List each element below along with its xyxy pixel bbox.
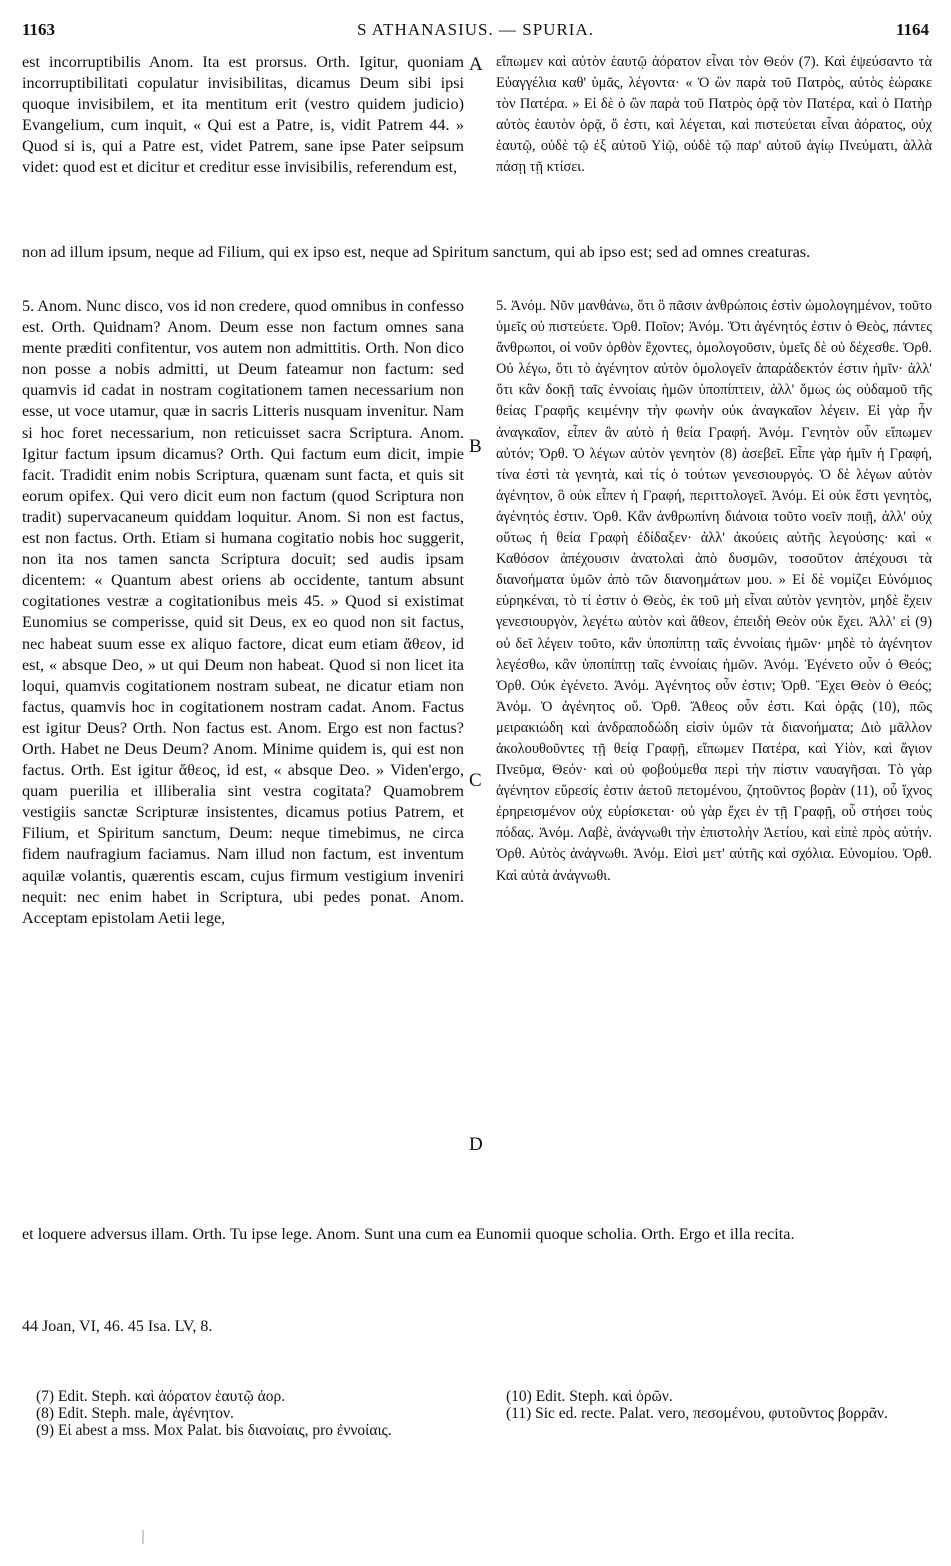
latin-full-line-2: et loquere adversus illam. Orth. Tu ipse lege. Anom. Sunt una cum ea Eunomii quoque scholia. Orth. Ergo et illa recita. bbox=[22, 1225, 795, 1243]
margin-marker-c: C bbox=[469, 770, 482, 791]
page-number-left: 1163 bbox=[22, 20, 56, 39]
margin-marker-d: D bbox=[469, 1134, 483, 1155]
footnote-10: (10) Edit. Steph. καὶ ὁρῶν. bbox=[506, 1388, 673, 1405]
margin-marker-a: A bbox=[469, 54, 483, 75]
running-header bbox=[22, 20, 929, 44]
footnote-8: (8) Edit. Steph. male, ἀγένητον. bbox=[36, 1405, 234, 1422]
footnote-11: (11) Sic ed. recte. Palat. vero, πεσομένου, φυτοῦντος βορρᾶν. bbox=[506, 1405, 888, 1422]
footnote-7: (7) Edit. Steph. καὶ ἀόρατον ἑαυτῷ ἀορ. bbox=[36, 1388, 286, 1405]
footnote-9: (9) Εἰ abest a mss. Mox Palat. bis διανοίαις, pro ἐννοίαις. bbox=[36, 1422, 392, 1439]
latin-full-line-1: non ad illum ipsum, neque ad Filium, qui ex ipso est, neque ad Spiritum sanctum, qui ab ipso est; sed ad omnes creaturas. bbox=[22, 243, 811, 261]
page-number-right: 1164 bbox=[895, 20, 929, 39]
latin-column-main: 5. Anom. Nunc disco, vos id non credere, quod omnibus in confesso est. Orth. Quidnam? Anom. Deum esse non factum omnes sana mente præditi confitentur, vos autem non admittitis. Orth. Non dico non posse a nobis admitti, ut Deum fateamur non factum: sed quamvis id cadat in nostram cogitationem tamen necessarium non esse, ut voce utamur, quæ in sacris Litteris nusquam invenitur. Nam si hoc foret necessarium, non reticuisset sacra Scriptura. Anom. Igitur factum ipsum dicamus? Orth. Qui factum eum dicit, impie facit. Tradidit enim nobis Scriptura, quænam sunt facta, et quis sit eorum opifex. Qui vero dicit eum non factum (quod Scriptura non tradit) supervacaneum quiddam loquitur. Anom. Si non est factus, est non factus. Orth. Etiam si humana cogitatio nobis hoc suggerit, non ita nos tamen sancta Scriptura docuit; sed audis ipsam dicentem: « Quantum abest oriens ab occidente, tantum absunt cogitationes vestræ a cogitationibus meis 45. » Quod si existimat Eunomius se comperisse, quid sit Deus, ex eo quod non sit factus, nec habeat suum esse ex aliquo factore, dicat eum etiam ἄθεον, id est, « absque Deo, » ut qui Deum non habeat. Quod si non licet ita loqui, quamvis cogitationem nostram subeat, ne dicatur etiam non factus, quamvis hoc in cogitationem nostram cadat. Anom. Factus est igitur Deus? Orth. Non factus est. Anom. Ergo est non factus? Orth. Habet ne Deus Deum? Anom. Minime quidem is, qui est non factus. Orth. Est igitur ἄθεος, id est, « absque Deo. » Viden'ergo, quam puerilia et illiberalia sint vestra cogitata? Quamobrem vestigiis sanctæ Scripturæ insistentes, dicamus potius Patrem, et Filium, et Spiritum sanctum, Deum: neque timebimus, ne circa fidem naufragium faciamus. Nam illud non factum, est inventum aquilæ volantis, quærentis escam, cujus firmum vestigium inveniri nequit: nec enim habet in Scriptura, ubi pedes ponat. Anom. Acceptam epistolam Aetii lege, bbox=[22, 297, 464, 927]
footnotes-left bbox=[36, 1388, 476, 1439]
footnotes-right bbox=[506, 1388, 926, 1422]
scripture-notes: 44 Joan, VI, 46. 45 Isa. LV, 8. bbox=[22, 1318, 213, 1335]
latin-column-top: est incorruptibilis Anom. Ita est prorsus. Orth. Igitur, quoniam incorruptibilitati copulatur invisibilitas, dicamus Deum sibi ipsi quoque invisibilem, et ita mentitum erit (vestro quidem judicio) Evangelium, cum inquit, « Qui est a Patre, is, vidit Patrem 44. » Quod si is, qui a Patre est, videt Patrem, sane ipse Pater seipsum videt: quod est et dicitur et creditur esse invisibilis, referendum est, bbox=[22, 53, 464, 177]
margin-marker-b: B bbox=[469, 436, 482, 457]
greek-column-main: 5. Ἀνόμ. Νῦν μανθάνω, ὅτι ὃ πᾶσιν ἀνθρώποις ἐστὶν ὡμολογημένον, τοῦτο ὑμεῖς οὐ πιστεύετε. Ὀρθ. Ποῖον; Ἀνόμ. Ὅτι ἀγένητός ἐστιν ὁ Θεὸς, πάντες ἄνθρωποι, οἱ νοῦν ὀρθὸν ἔχοντες, ὁμολογοῦσιν, ὑμεῖς δὲ οὐ δέχεσθε. Ὀρθ. Οὐ λέγω, ὅτι τὸ ἀγένητον αὐτὸν ὁμολογεῖν ἀπαράδεκτόν ἐστιν ἡμῖν· ἀλλ' ὅτι κἂν δοκῇ ταῖς ἐννοίαις ἡμῶν ὑποπίπτειν, ἀλλ' ὅμως ὡς οὐδαμοῦ τῆς θείας Γραφῆς κειμένην τὴν φωνὴν οὐκ ἀναγκαῖον λέγειν. Εἰ γὰρ ἦν ἀναγκαῖον, εἶπεν ἂν αὐτὸ ἡ θεία Γραφή. Ἀνόμ. Γενητὸν οὖν εἴπωμεν αὐτόν; Ὀρθ. Ὁ λέγων αὐτὸν γενητὸν (8) ἀσεβεῖ. Εἶπε γὰρ ἡμῖν ἡ Γραφή, τίνα ἐστὶ τὰ γενητὰ, καὶ τίς ὁ τούτων γενεσιουργός. Ὁ δὲ λέγων αὐτὸν ἀγένητον, ὃ οὐκ εἶπεν ἡ Γραφή, περιττολογεῖ. Ἀνόμ. Εἰ οὐκ ἔστι γενητὸς, ἀγένητός ἐστιν. Ὀρθ. Κἂν ἀνθρωπίνη διάνοια τοῦτο νοεῖν ποιῇ, ἀλλ' οὐχ οὕτως ἡ θεία Γραφὴ ἐδίδαξεν· ἀλλ' ἀκούεις αὐτῆς λεγούσης· καὶ « Καθόσον ἀπέχουσιν ἀνατολαὶ ἀπὸ δυσμῶν, τοσοῦτον ἀπέχουσι τὰ διανοήματα ὑμῶν ἀπὸ τῶν διανοημάτων μου. » Εἰ δὲ νομίζει Εὐνόμιος εὑρηκέναι, τὸ τί ἐστιν ὁ Θεὸς, ἐκ τοῦ μὴ εἶναι αὐτὸν γενητὸν, μηδὲ ἔχειν γενεσιουργὸν, λεγέτω αὐτὸν καὶ ἄθεον, ἐπειδὴ Θεὸν οὐκ ἔχει. Ἀλλ' εἰ (9) οὐ δεῖ λέγειν τοῦτο, κἂν ὑποπίπτῃ ταῖς ἐννοίαις ἡμῶν· μηδὲ τὸ ἀγένητον λεγέσθω, κἂν ὑποπίπτῃ ταῖς ἐννοίαις ἡμῶν. Ἀνόμ. Ἐγένετο οὖν ὁ Θεός; Ὀρθ. Οὐκ ἐγένετο. Ἀνόμ. Ἀγένητος οὖν ἐστιν; Ὀρθ. Ἔχει Θεὸν ὁ Θεός; Ἀνόμ. Ὁ ἀγένητος οὔ. Ὀρθ. Ἄθεος οὖν ἐστι. Καὶ ὁρᾷς (10), πῶς μειρακιώδη καὶ ἀνδραποδώδη εἰσὶν ὑμῶν τὰ διανοήματα; Διὸ μᾶλλον ἀκολουθοῦντες τῇ θείᾳ Γραφῇ, εἴπωμεν Πατέρα, καὶ Υἱὸν, καὶ ἅγιον Πνεῦμα, Θεόν· καὶ οὐ φοβούμεθα περὶ τὴν πίστιν ναυαγῆσαι. Τὸ γὰρ ἀγένητον εὕρεσίς ἐστιν ἀετοῦ πετομένου, ζητοῦντος βορὰν (11), οὗ ἴχνος ἐρηρεισμένον οὐχ εὑρίσκεται· οὐ γὰρ ἔχει ἐν τῇ Γραφῇ, οὗ στήσει τοὺς πόδας. Ἀνόμ. Λαβὲ, ἀνάγνωθι τὴν ἐπιστολὴν Ἀετίου, καὶ εἰπὲ πρὸς αὐτήν. Ὀρθ. Αὐτὸς ἀνάγνωθι. Ἀνόμ. Εἰσὶ μετ' αὐτῆς καὶ σχόλια. Εὐνομίου. Ὀρθ. Καὶ αὐτὰ ἀνάγνωθι. bbox=[496, 298, 932, 884]
scan-mark bbox=[142, 1530, 144, 1544]
greek-column-top: εἴπωμεν καὶ αὐτὸν ἑαυτῷ ἀόρατον εἶναι τὸν Θεόν (7). Καὶ ἐψεύσαντο τὰ Εὐαγγέλια καθ' ὑμᾶς, λέγοντα· « Ὁ ὢν παρὰ τοῦ Πατρὸς, αὐτὸς ἑώρακε τὸν Πατέρα. » Εἰ δὲ ὁ ὢν παρὰ τοῦ Πατρὸς ὁρᾷ τὸν Πατέρα, καὶ ὁ Πατὴρ αὐτὸς ἑαυτὸν ὁρᾷ, ὅ ἐστι, καὶ λέγεται, καὶ πιστεύεται εἶναι ἀόρατος, οὐχ ἑαυτῷ, οὐδὲ τῷ ἐξ αὐτοῦ Υἱῷ, οὐδὲ τῷ παρ' αὐτοῦ ἁγίῳ Πνεύματι, ἀλλὰ πάσῃ τῇ κτίσει. bbox=[496, 54, 932, 176]
running-title: S ATHANASIUS. — SPURIA. bbox=[357, 20, 594, 39]
